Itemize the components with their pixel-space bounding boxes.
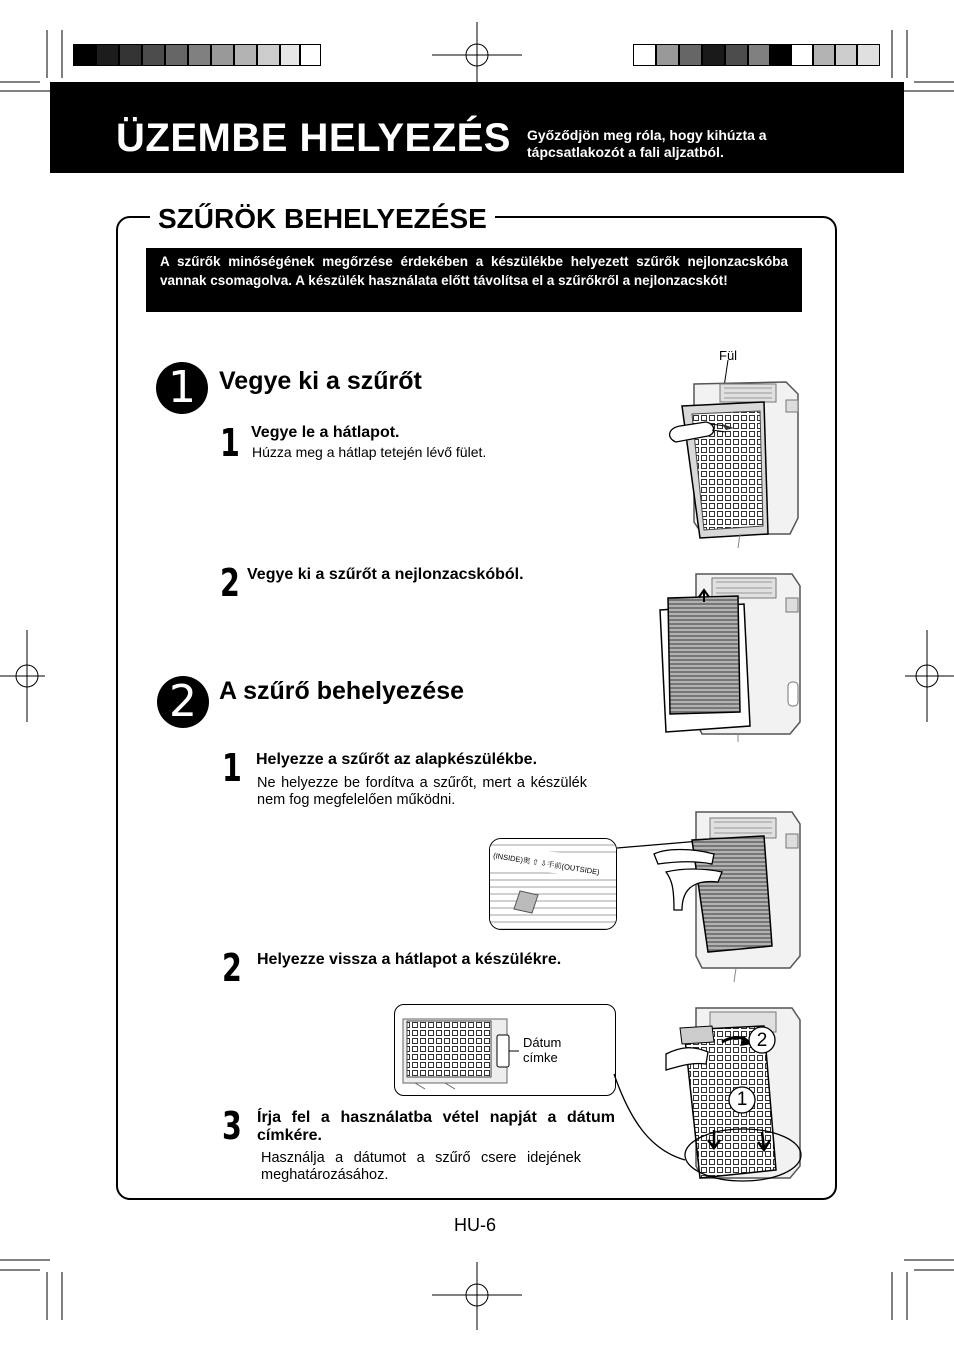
page-number: HU-6 [454,1215,497,1235]
unplug-warning: Győződjön meg róla, hogy kihúzta a tápcsatlakozót a fali aljzatból. [527,127,767,160]
step-2-1-title: Helyezze a szűrőt az alapkészülékbe. [256,751,538,768]
step-2-number: 2 [157,676,209,728]
step-2-3-number: 3 [222,1104,242,1148]
step-1-title: Vegye ki a szűrőt [219,367,422,395]
step-1-1-number: 1 [220,421,240,465]
step-2-title: A szűrő behelyezése [219,677,465,705]
step-1-2-title: Vegye ki a szűrőt a nejlonzacskóból. [247,566,524,583]
circle-label-1: 1 [736,1089,748,1110]
section-title: SZŰRÖK BEHELYEZÉSE [150,202,495,236]
step-2-2-title: Helyezze vissza a hátlapot a készülékre. [257,951,562,968]
step-2-1-text: Ne helyezze be fordítva a szűrőt, mert a készülék nem fog megfelelően működni. [257,775,587,808]
step-2-3-title: Írja fel a használatba vétel napját a dátum címkére. [257,1109,615,1144]
step-2-1-number: 1 [222,746,242,790]
step-2-2-number: 2 [222,946,242,990]
circle-label-2: 2 [756,1030,768,1051]
filter-marking: (INSIDE)奥 ⇧ ⇩手前(OUTSIDE) [492,851,601,877]
step-1-1-text: Húzza meg a hátlap tetején lévő fület. [252,444,487,460]
step-1-2-number: 2 [220,561,240,605]
page-title: ÜZEMBE HELYEZÉS [116,116,511,160]
step-1-number: 1 [156,362,208,414]
date-label-text: Dátum címke [523,1035,562,1065]
step-1-1-title: Vegye le a hátlapot. [251,424,400,441]
tab-label: Fül [719,348,738,363]
step-2-3-text: Használja a dátumot a szűrő csere idejének meghatározásához. [261,1150,581,1183]
notice-box: A szűrők minőségének megőrzése érdekében a készülékbe helyezett szűrők nejlonzacskóba vannak csomagolva. A készülék használata előtt távolítsa el a szűrőkről a nejlonzacskót! [146,248,802,312]
